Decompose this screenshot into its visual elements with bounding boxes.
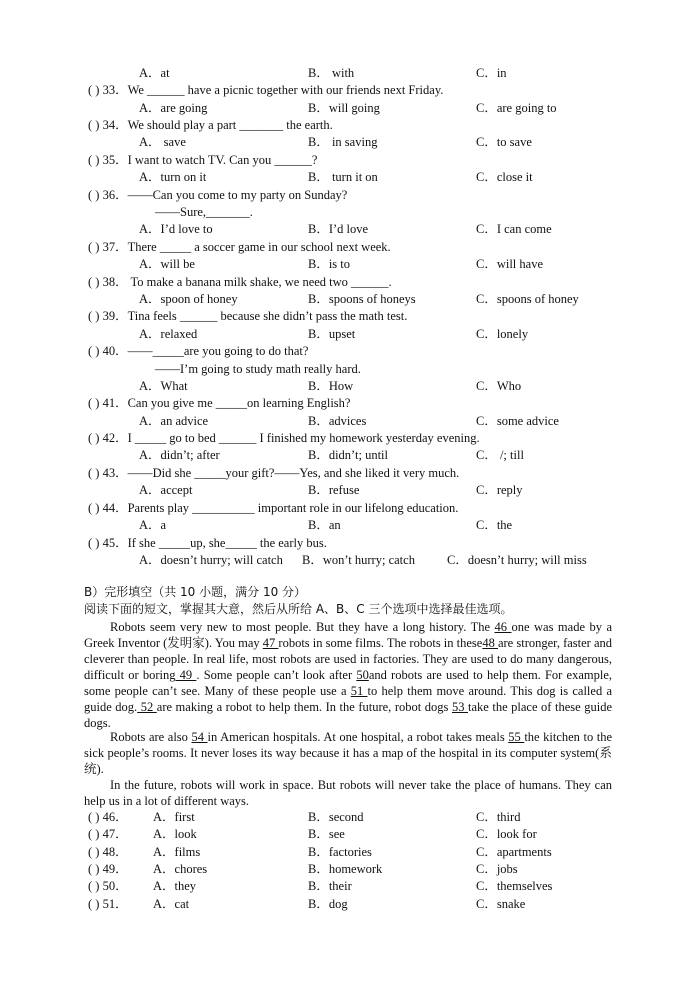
option-c: C．are going to <box>476 101 557 115</box>
option-a: A．a <box>139 518 167 532</box>
question-44-stem <box>0 500 696 516</box>
option-c: C．look for <box>476 827 537 841</box>
option-a: A．an advice <box>139 414 209 428</box>
question-44-options <box>0 517 696 533</box>
question-stem: ( ) 49． <box>88 862 128 876</box>
blank-53: 53 <box>451 700 468 714</box>
option-a: A．relaxed <box>139 327 198 341</box>
question-stem: ( ) 38． To make a banana milk shake, we need two ______. <box>88 275 392 289</box>
option-a: A．doesn’t hurry; will catch <box>139 553 283 567</box>
section-b-title: B）完形填空（共 10 小题，满分 10 分） <box>84 585 307 599</box>
question-stem: ( ) 44．Parents play __________ important role in our lifelong education. <box>88 501 459 515</box>
passage-text: to help them move around. This dog is called a guide dog. <box>84 684 612 714</box>
option-c: C．spoons of honey <box>476 292 579 306</box>
question-39-stem <box>0 308 696 324</box>
option-c: C．to save <box>476 135 532 149</box>
option-c: C． /; till <box>476 448 524 462</box>
question-42-options <box>0 447 696 463</box>
option-c: C．apartments <box>476 845 552 859</box>
option-b: B． in saving <box>308 135 378 149</box>
question-40-reply <box>0 361 696 377</box>
option-b: B．their <box>308 879 352 893</box>
question-stem: ( ) 34．We should play a part _______ the earth. <box>88 118 333 132</box>
question-stem: ( ) 47． <box>88 827 128 841</box>
blank-47: 47 <box>262 636 279 650</box>
option-b: B．see <box>308 827 345 841</box>
question-38-options <box>0 291 696 307</box>
question-36-reply <box>0 204 696 220</box>
question-stem: ( ) 39．Tina feels ______ because she didn’t pass the math test. <box>88 309 408 323</box>
option-c: C．lonely <box>476 327 529 341</box>
passage-text: and robots are used to help them. For example, some people can’t see. Many of these people use a <box>84 668 613 698</box>
option-a: A．spoon of honey <box>139 292 238 306</box>
option-b: B． with <box>308 66 355 80</box>
passage-text: the kitchen to the sick people’s rooms. It never loses its way because it has a map of the hospital in its computer system(系统). <box>84 730 613 776</box>
option-b: B．refuse <box>308 483 360 497</box>
option-a: A．What <box>139 379 188 393</box>
option-b: B．will going <box>308 101 380 115</box>
question-stem: ( ) 48． <box>88 845 128 859</box>
question-43-options <box>0 482 696 498</box>
option-b: B．didn’t; until <box>308 448 388 462</box>
question-37-options <box>0 256 696 272</box>
option-b: B．factories <box>308 845 372 859</box>
question-stem: ( ) 45．If she _____up, she_____ the early bus. <box>88 536 327 550</box>
option-a: A．accept <box>139 483 193 497</box>
option-b: B．How <box>308 379 354 393</box>
option-c: C．snake <box>476 897 526 911</box>
question-38-stem <box>0 274 696 290</box>
blank-54: 54 <box>191 730 208 744</box>
question-stem: ( ) 46． <box>88 810 128 824</box>
passage-paragraph-2 <box>84 729 612 777</box>
option-a: A．films <box>153 845 201 859</box>
q32-options-row <box>0 65 696 81</box>
question-43-stem <box>0 465 696 481</box>
blank-49: 49 <box>175 668 197 682</box>
option-c: C．the <box>476 518 513 532</box>
question-stem: ( ) 37．There _____ a soccer game in our school next week. <box>88 240 391 254</box>
option-a: A．didn’t; after <box>139 448 220 462</box>
option-b: B． turn it on <box>308 170 378 184</box>
question-stem: ( ) 40．——_____are you going to do that? <box>88 344 309 358</box>
option-b: B．won’t hurry; catch <box>302 553 415 567</box>
passage-text: are stronger, faster and cleverer than people. In real life, most robots are used in factories. They are used to do many dangerous, difficult or boring <box>84 636 612 682</box>
question-41-stem <box>0 395 696 411</box>
question-stem: ( ) 33．We ______ have a picnic together with our friends next Friday. <box>88 83 444 97</box>
question-33-options <box>0 100 696 116</box>
question-45-stem <box>0 535 696 551</box>
option-b: B．I’d love <box>308 222 369 236</box>
option-c: C．doesn’t hurry; will miss <box>447 553 587 567</box>
blank-52: 52 <box>137 700 157 714</box>
question-40-options <box>0 378 696 394</box>
option-c: C．third <box>476 810 521 824</box>
option-c: C．I can come <box>476 222 552 236</box>
section-b-instruction: 阅读下面的短文，掌握其大意，然后从所给 A、B、C 三个选项中选择最佳选项。 <box>84 602 513 616</box>
option-c: C．reply <box>476 483 523 497</box>
blank-48: 48 <box>482 636 498 650</box>
question-stem: ( ) 35．I want to watch TV. Can you ______? <box>88 153 318 167</box>
blank-46: 46 <box>494 620 512 634</box>
passage-text: Robots seem very new to most people. But they have a long history. The <box>110 620 495 634</box>
blank-51: 51 <box>350 684 368 698</box>
cloze-50 <box>0 878 696 894</box>
question-45-options <box>0 552 696 568</box>
option-b: B．is to <box>308 257 351 271</box>
option-c: C．some advice <box>476 414 559 428</box>
question-40-stem <box>0 343 696 359</box>
option-c: C．close it <box>476 170 533 184</box>
passage-text: one was made by a Greek Inventor (发明家). You may <box>84 620 612 650</box>
question-39-options <box>0 326 696 342</box>
question-35-stem <box>0 152 696 168</box>
question-35-options <box>0 169 696 185</box>
question-34-options <box>0 134 696 150</box>
option-a: A．they <box>153 879 197 893</box>
passage-text: . Some people can’t look after <box>196 668 357 682</box>
question-37-stem <box>0 239 696 255</box>
option-a: A．are going <box>139 101 208 115</box>
option-b: B．second <box>308 810 364 824</box>
question-stem: ( ) 50． <box>88 879 128 893</box>
option-b: B．spoons of honeys <box>308 292 416 306</box>
question-33-stem <box>0 82 696 98</box>
cloze-49 <box>0 861 696 877</box>
cloze-48 <box>0 844 696 860</box>
option-c: C．jobs <box>476 862 518 876</box>
question-reply: ——Sure,_______. <box>155 205 253 219</box>
option-a: A．at <box>139 66 170 80</box>
passage-paragraph-1 <box>84 619 612 731</box>
passage-text: robots in some films. The robots in these <box>278 636 483 650</box>
cloze-46 <box>0 809 696 825</box>
option-c: C．Who <box>476 379 522 393</box>
question-stem: ( ) 36．——Can you come to my party on Sunday? <box>88 188 348 202</box>
question-34-stem <box>0 117 696 133</box>
option-b: B．homework <box>308 862 383 876</box>
option-a: A．I’d love to <box>139 222 213 236</box>
option-c: C．will have <box>476 257 544 271</box>
question-36-stem <box>0 187 696 203</box>
option-a: A．cat <box>153 897 190 911</box>
option-a: A．will be <box>139 257 195 271</box>
question-42-stem <box>0 430 696 446</box>
option-a: A．chores <box>153 862 208 876</box>
option-b: B．upset <box>308 327 356 341</box>
question-stem: ( ) 41．Can you give me _____on learning English? <box>88 396 351 410</box>
option-b: B．an <box>308 518 341 532</box>
passage-paragraph-3: In the future, robots will work in space. But robots will never take the place of humans. They can help us in a lot of different ways. <box>84 778 612 808</box>
question-41-options <box>0 413 696 429</box>
blank-50: 50 <box>356 668 369 682</box>
passage-text: Robots are also <box>110 730 192 744</box>
question-stem: ( ) 42．I _____ go to bed ______ I finished my homework yesterday evening. <box>88 431 480 445</box>
question-stem: ( ) 51． <box>88 897 128 911</box>
option-a: A．first <box>153 810 195 824</box>
option-a: A．look <box>153 827 197 841</box>
question-reply: ——I’m going to study math really hard. <box>155 362 361 376</box>
option-a: A． save <box>139 135 186 149</box>
cloze-47 <box>0 826 696 842</box>
passage-text: in American hospitals. At one hospital, a robot takes meals <box>207 730 509 744</box>
option-b: B．advices <box>308 414 367 428</box>
option-a: A．turn on it <box>139 170 207 184</box>
question-36-options <box>0 221 696 237</box>
blank-55: 55 <box>508 730 525 744</box>
cloze-51 <box>0 896 696 912</box>
option-c: C．in <box>476 66 507 80</box>
passage-text: take the place of these guide dogs. <box>84 700 612 730</box>
option-b: B．dog <box>308 897 348 911</box>
question-stem: ( ) 43．——Did she _____your gift?——Yes, and she liked it very much. <box>88 466 460 480</box>
passage-text: are making a robot to help them. In the future, robot dogs <box>156 700 452 714</box>
option-c: C．themselves <box>476 879 553 893</box>
